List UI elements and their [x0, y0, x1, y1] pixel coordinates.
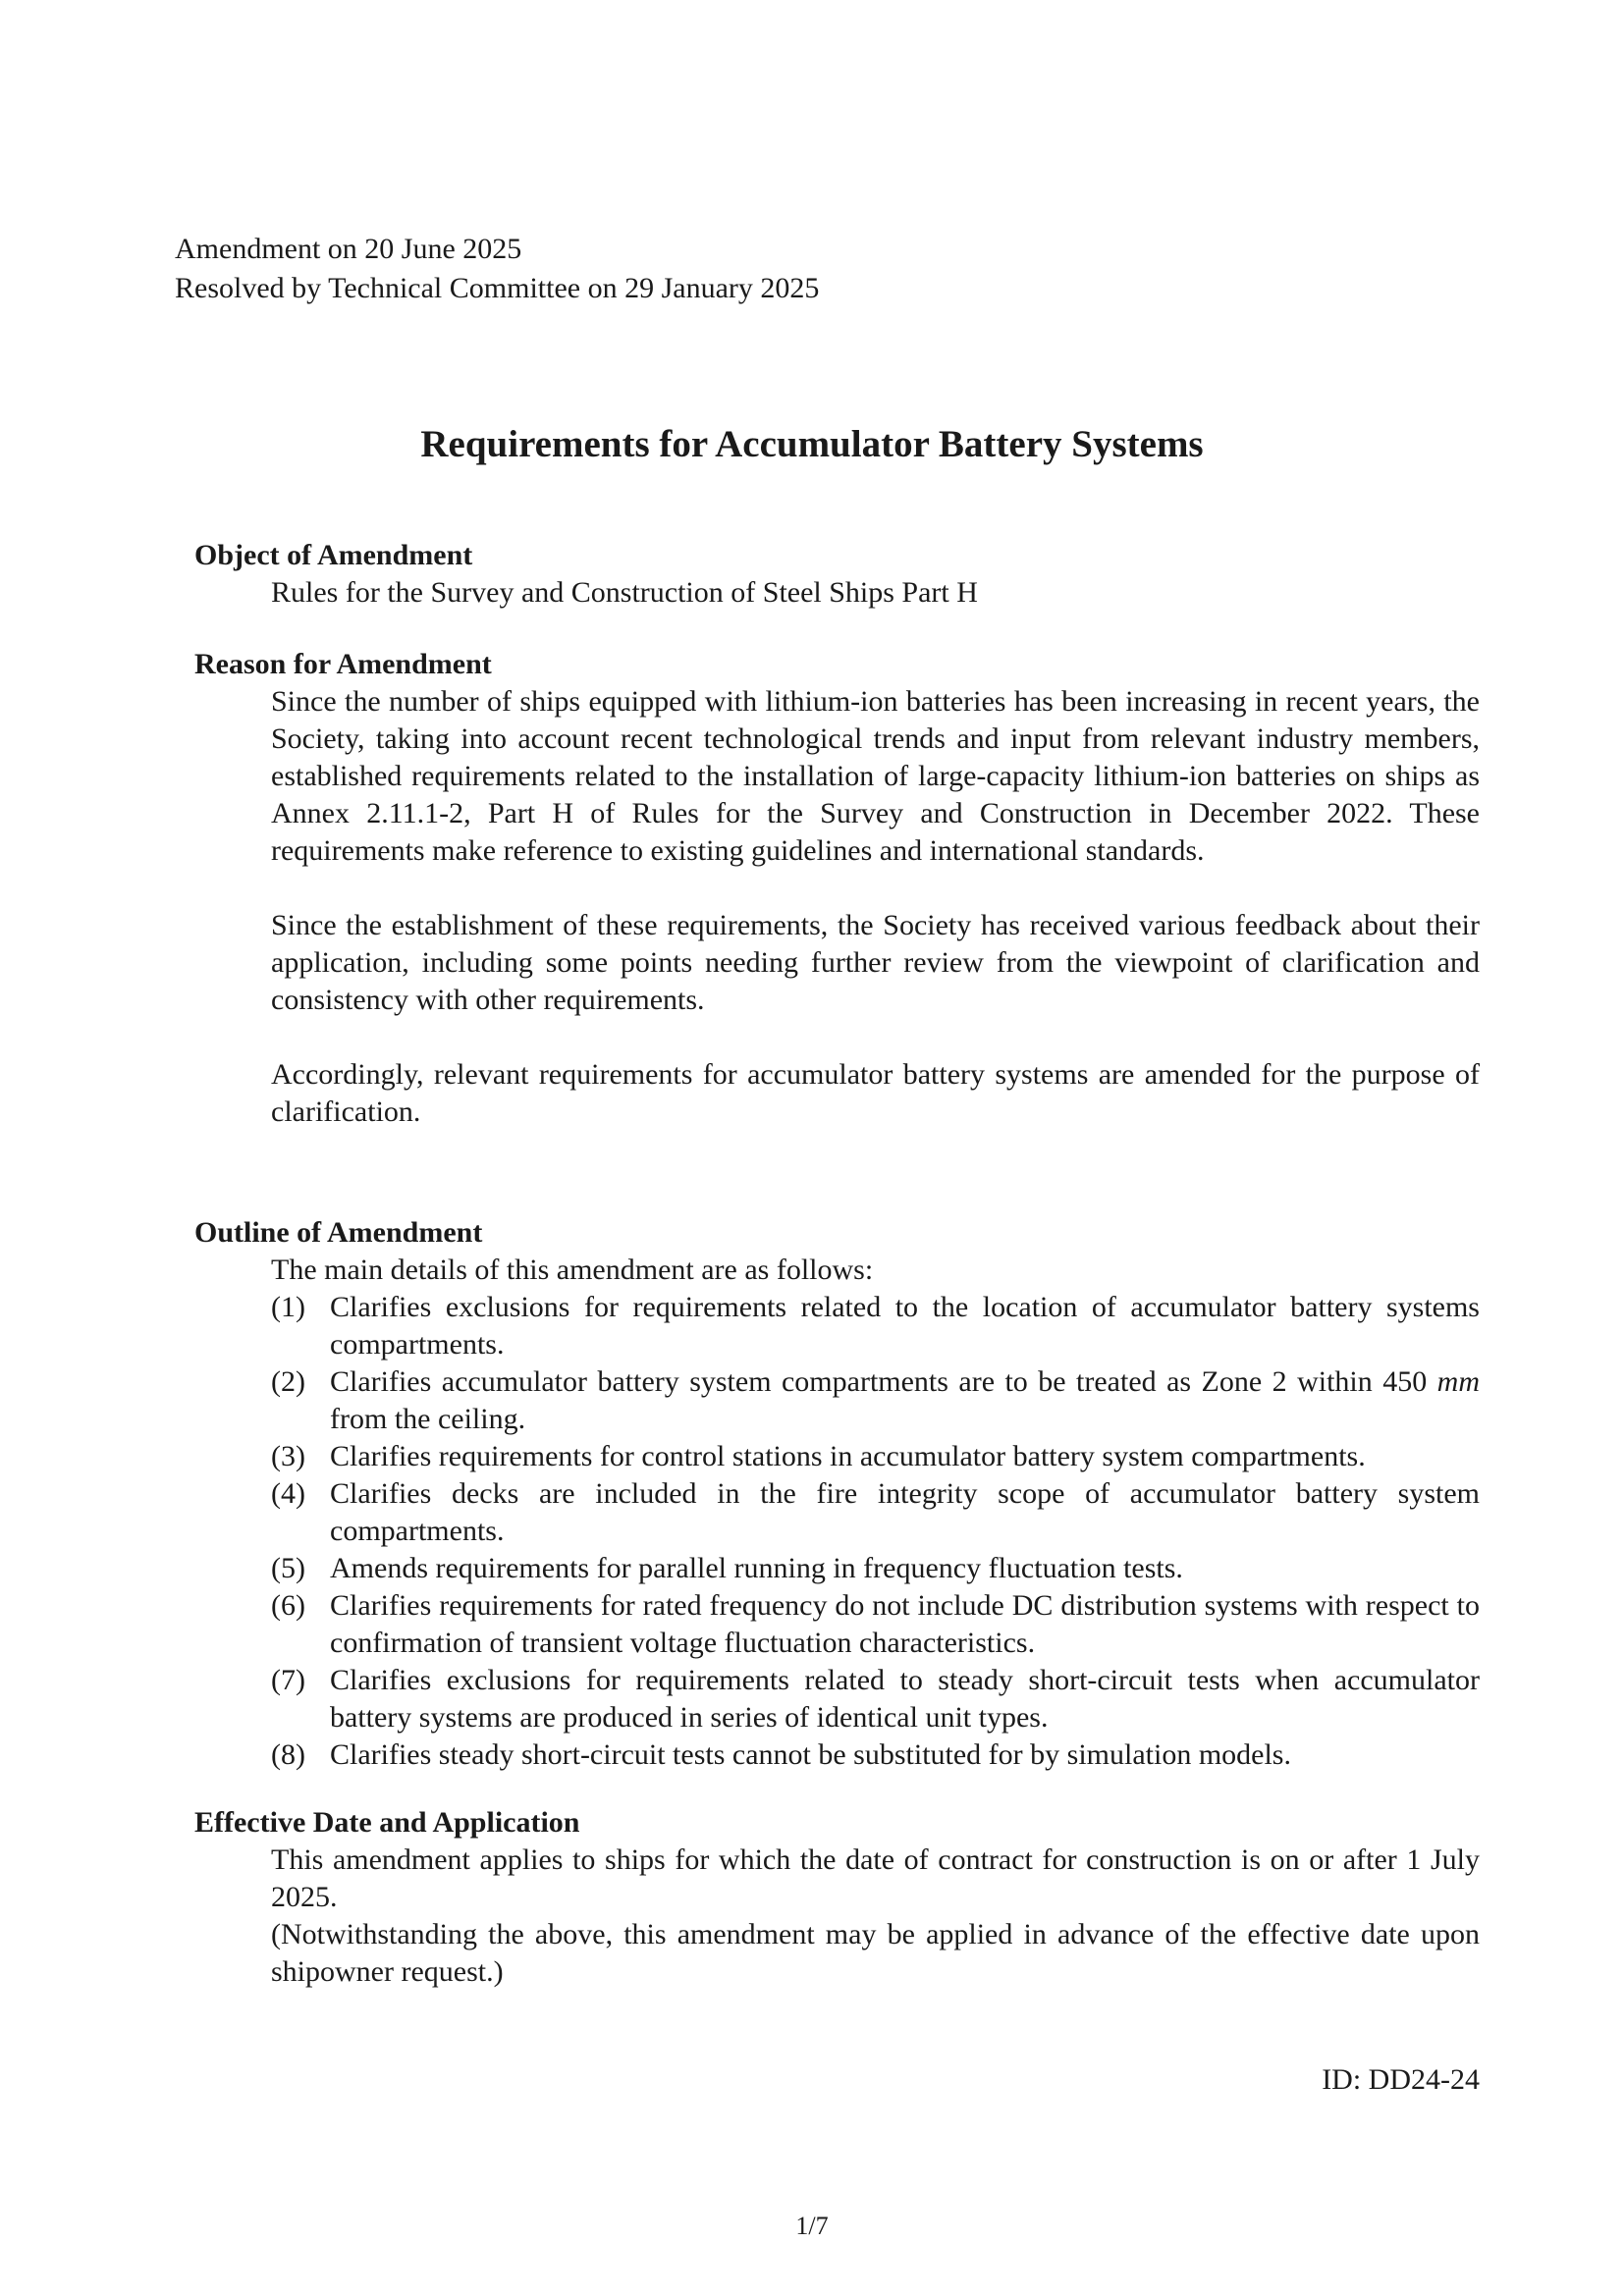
outline-item-8	[271, 1736, 1480, 1774]
outline-item-number: (7)	[271, 1664, 305, 1696]
unit-mm: mm	[1436, 1365, 1480, 1398]
section-outline	[194, 1214, 1480, 1774]
section-heading-effective: Effective Date and Application	[194, 1806, 580, 1839]
section-body-reason	[271, 683, 1480, 1131]
section-object	[194, 537, 1480, 612]
section-heading-object: Object of Amendment	[194, 539, 473, 571]
outline-item-text: Clarifies steady short-circuit tests cannot be substituted for by simulation models.	[330, 1738, 1291, 1771]
document-title: Requirements for Accumulator Battery Systems	[420, 423, 1204, 465]
outline-item-number: (6)	[271, 1589, 305, 1622]
outline-item-number: (4)	[271, 1477, 305, 1510]
section-heading-outline: Outline of Amendment	[194, 1216, 483, 1249]
outline-item-2	[271, 1363, 1480, 1438]
outline-item-number: (3)	[271, 1440, 305, 1472]
section-heading-reason: Reason for Amendment	[194, 648, 492, 680]
outline-item-text: Amends requirements for parallel running in frequency fluctuation tests.	[330, 1552, 1183, 1584]
outline-item-3	[271, 1438, 1480, 1475]
outline-item-text: Clarifies exclusions for requirements related to steady short-circuit tests when accumulator battery systems are produced in series of identical unit types.	[330, 1664, 1480, 1734]
outline-item-text	[330, 1363, 1480, 1438]
outline-item-4	[271, 1475, 1480, 1550]
reason-paragraph-3: Accordingly, relevant requirements for accumulator battery systems are amended for the purpose of clarification.	[271, 1058, 1480, 1128]
reason-paragraph-2: Since the establishment of these requirements, the Society has received various feedback about their application, including some points needing further review from the viewpoint of clarification and consistency with other requirements.	[271, 909, 1480, 1016]
document-id: ID: DD24-24	[1322, 2063, 1480, 2096]
outline-item-number: (8)	[271, 1738, 305, 1771]
outline-item-text: Clarifies decks are included in the fire integrity scope of accumulator battery system compartments.	[330, 1477, 1480, 1547]
outline-item-5	[271, 1550, 1480, 1587]
reason-paragraph-1: Since the number of ships equipped with lithium-ion batteries has been increasing in recent years, the Society, taking into account recent technological trends and input from relevant industry members, established requirements related to the installation of large-capacity lithium-ion batteries on ships as Annex 2.11.1-2, Part H of Rules for the Survey and Construction in December 2022. These requirements make reference to existing guidelines and international standards.	[271, 685, 1480, 867]
effective-line-2: (Notwithstanding the above, this amendment may be applied in advance of the effective date upon shipowner request.)	[271, 1918, 1480, 1988]
outline-item-6	[271, 1587, 1480, 1662]
outline-item-1	[271, 1289, 1480, 1363]
section-effective	[194, 1804, 1480, 1991]
outline-intro: The main details of this amendment are as follows:	[271, 1254, 874, 1286]
outline-item-text: Clarifies exclusions for requirements related to the location of accumulator battery systems compartments.	[330, 1291, 1480, 1361]
outline-item-number: (2)	[271, 1365, 305, 1398]
resolved-line: Resolved by Technical Committee on 29 January 2025	[175, 272, 820, 304]
section-body-object: Rules for the Survey and Construction of Steel Ships Part H	[271, 576, 978, 609]
outline-item-text-before: Clarifies accumulator battery system compartments are to be treated as Zone 2 within 450	[330, 1365, 1437, 1398]
outline-item-7	[271, 1662, 1480, 1736]
page-number: 1/7	[795, 2212, 829, 2240]
outline-item-number: (5)	[271, 1552, 305, 1584]
effective-line-1: This amendment applies to ships for which the date of contract for construction is on or after 1 July 2025.	[271, 1843, 1480, 1913]
outline-item-text: Clarifies requirements for rated frequency do not include DC distribution systems with respect to confirmation of transient voltage fluctuation characteristics.	[330, 1589, 1480, 1659]
outline-item-number: (1)	[271, 1291, 305, 1323]
section-body-effective	[271, 1842, 1480, 1991]
outline-list	[271, 1289, 1480, 1774]
amendment-header	[175, 230, 819, 308]
outline-item-text: Clarifies requirements for control stations in accumulator battery system compartments.	[330, 1440, 1366, 1472]
section-body-outline	[271, 1252, 1480, 1774]
section-reason	[194, 646, 1480, 1131]
amendment-date-line: Amendment on 20 June 2025	[175, 233, 522, 265]
outline-item-text-after: from the ceiling.	[330, 1403, 526, 1435]
